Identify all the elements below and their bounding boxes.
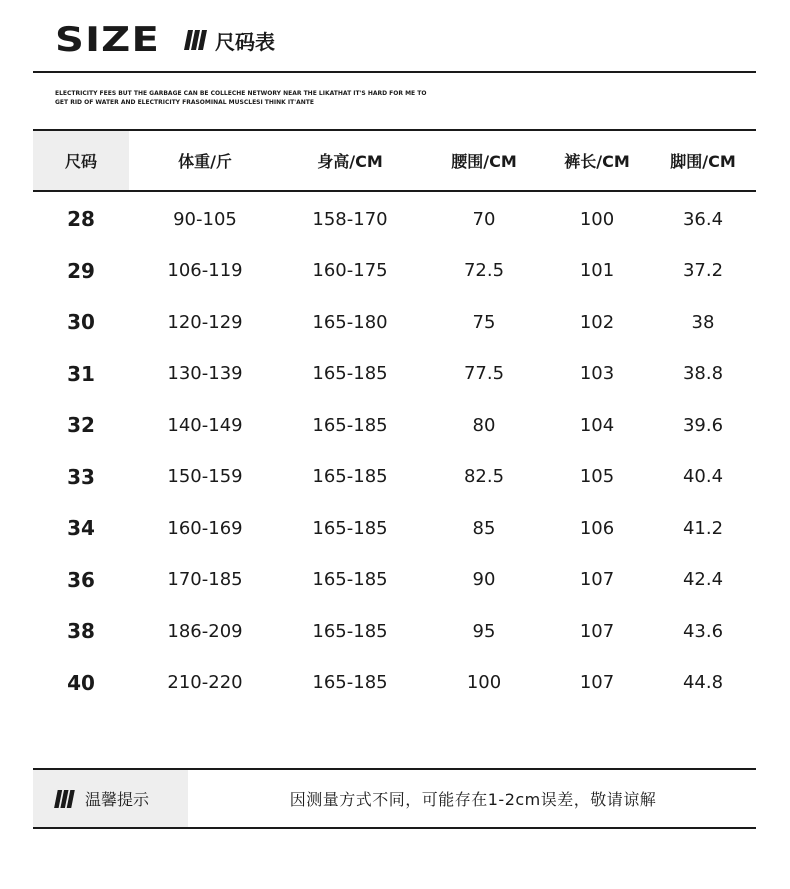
- height-cell: 158-170: [312, 208, 388, 230]
- foot-cell: 36.4: [682, 208, 724, 230]
- length-cell: 106: [579, 517, 615, 539]
- weight-cell: 210-220: [167, 672, 243, 693]
- height-cell: 165-185: [312, 569, 388, 590]
- waist-cell: 72.5: [463, 260, 505, 281]
- size-cell: 40: [67, 670, 95, 695]
- tip-text: 因测量方式不同，可能存在1-2cm误差，敬请谅解: [289, 790, 657, 809]
- waist-cell: 100: [466, 672, 502, 693]
- height-cell: 165-185: [312, 363, 388, 384]
- weight-cell: 106-119: [167, 260, 243, 281]
- size-cell: 29: [67, 258, 95, 283]
- waist-cell: 95: [472, 620, 496, 642]
- waist-cell: 75: [472, 311, 496, 333]
- foot-cell: 39.6: [682, 414, 724, 436]
- header-foot: 脚围/CM: [670, 152, 736, 171]
- weight-cell: 170-185: [167, 569, 243, 590]
- page-header: [55, 20, 275, 60]
- foot-cell: 41.2: [682, 517, 724, 539]
- header-length: 裤长/CM: [564, 152, 630, 171]
- weight-cell: 130-139: [167, 363, 243, 384]
- height-cell: 165-185: [312, 466, 388, 487]
- height-cell: 160-175: [312, 260, 388, 281]
- foot-cell: 37.2: [682, 260, 724, 281]
- waist-cell: 85: [472, 517, 496, 539]
- size-cell: 34: [67, 516, 95, 540]
- slash-stripes-logo-icon: [51, 790, 77, 808]
- length-cell: 102: [579, 311, 615, 333]
- length-cell: 103: [579, 363, 615, 384]
- length-cell: 100: [579, 208, 615, 230]
- size-chart-subtitle: 尺码表: [215, 29, 275, 54]
- foot-cell: 44.8: [682, 672, 724, 693]
- waist-cell: 80: [472, 414, 496, 436]
- foot-cell: 38: [691, 311, 715, 333]
- length-cell: 101: [579, 260, 615, 281]
- height-cell: 165-180: [312, 311, 388, 333]
- height-cell: 165-185: [312, 517, 388, 539]
- size-title: SIZE: [55, 20, 161, 60]
- length-cell: 107: [579, 569, 615, 590]
- waist-cell: 77.5: [463, 363, 505, 384]
- size-cell: 31: [67, 361, 95, 386]
- table-header-border: [33, 190, 756, 192]
- foot-cell: 42.4: [682, 569, 724, 590]
- height-cell: 165-185: [312, 672, 388, 693]
- size-cell: 32: [67, 413, 95, 437]
- top-divider: [33, 71, 756, 73]
- tip-label: 温馨提示: [85, 790, 150, 809]
- header-size: 尺码: [33, 131, 129, 190]
- foot-cell: 38.8: [682, 363, 724, 384]
- length-cell: 105: [579, 466, 615, 487]
- size-cell: 33: [67, 464, 95, 489]
- weight-cell: 90-105: [173, 208, 237, 230]
- header-weight: 体重/斤: [178, 152, 232, 171]
- size-cell: 30: [67, 310, 95, 334]
- header-waist: 腰围/CM: [451, 152, 517, 171]
- waist-cell: 70: [472, 208, 496, 230]
- size-cell: 36: [67, 567, 95, 592]
- weight-cell: 120-129: [167, 311, 243, 333]
- length-cell: 107: [579, 620, 615, 642]
- english-note: ELECTRICITY FEES BUT THE GARBAGE CAN BE COLLECHE NETWORY NEAR THE LIKATHAT IT'S HARD FOR ME TO GET RID OF WATER AND ELECTRICITY FRASOMINAL MUSCLESI THINK IT'ANTE: [55, 90, 427, 106]
- foot-cell: 40.4: [682, 466, 724, 487]
- size-cell: 28: [67, 207, 95, 231]
- size-cell: 38: [67, 619, 95, 643]
- height-cell: 165-185: [312, 620, 388, 642]
- weight-cell: 186-209: [167, 620, 243, 642]
- weight-cell: 150-159: [167, 466, 243, 487]
- header-height: 身高/CM: [317, 152, 383, 171]
- height-cell: 165-185: [312, 414, 388, 436]
- weight-cell: 140-149: [167, 414, 243, 436]
- tip-bottom-border: [33, 827, 756, 829]
- waist-cell: 82.5: [463, 466, 505, 487]
- waist-cell: 90: [472, 569, 496, 590]
- foot-cell: 43.6: [682, 620, 724, 642]
- tip-label-box: [33, 770, 188, 827]
- weight-cell: 160-169: [167, 517, 243, 539]
- length-cell: 104: [579, 414, 615, 436]
- length-cell: 107: [579, 672, 615, 693]
